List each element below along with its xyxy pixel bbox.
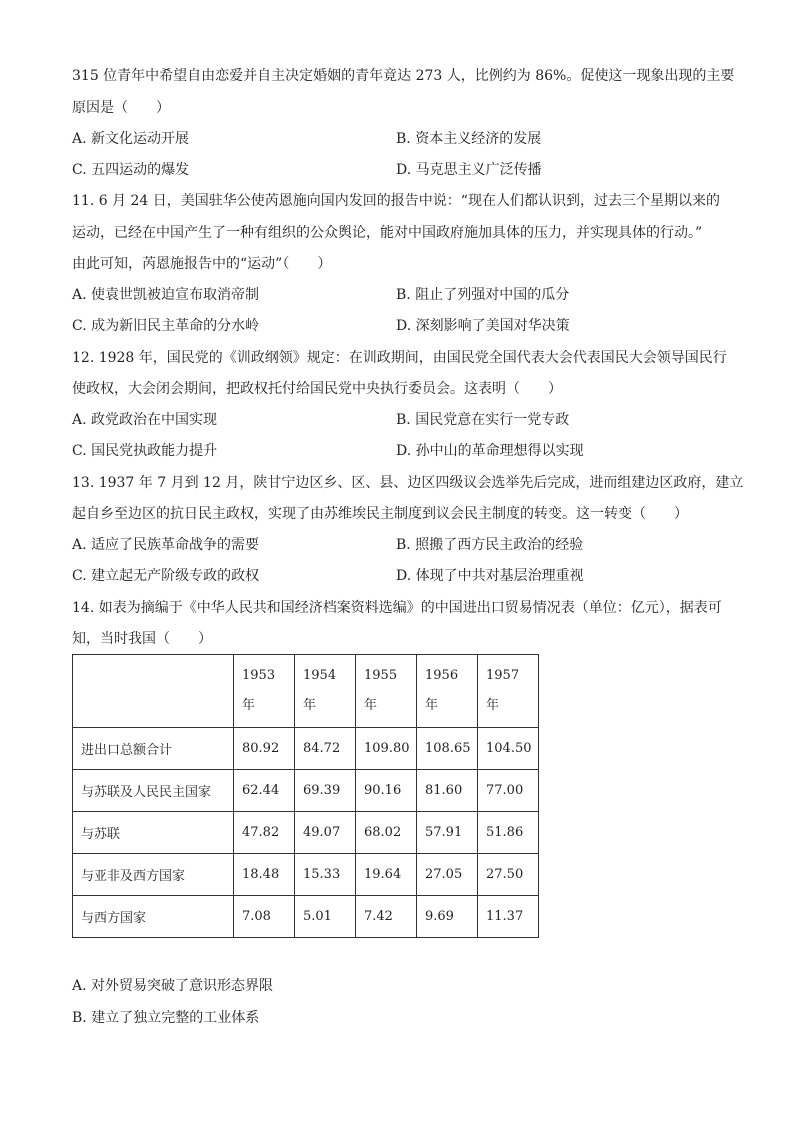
table-cell: 90.16 <box>356 770 417 812</box>
question-13-text: 起自乡至边区的抗日民主政权，实现了由苏维埃民主制度到议会民主制度的转变。这一转变（ ） <box>72 506 688 522</box>
table-cell: 108.65 <box>417 728 478 770</box>
option-b: B. 建立了独立完整的工业体系 <box>72 1010 260 1026</box>
option-c: C. 国民党执政能力提升 <box>72 443 218 459</box>
table-row <box>73 812 539 854</box>
table-cell: 62.44 <box>234 770 295 812</box>
option-a: A. 适应了民族革命战争的需要 <box>72 537 260 553</box>
table-cell: 7.08 <box>234 896 295 938</box>
table-corner-cell <box>73 655 234 728</box>
trade-table <box>72 654 539 938</box>
option-c: C. 建立起无产阶级专政的政权 <box>72 568 260 584</box>
year-header: 1954 年 <box>295 655 356 728</box>
row-label: 与苏联及人民民主国家 <box>73 770 234 812</box>
year-header: 1955 年 <box>356 655 417 728</box>
option-d: D. 深刻影响了美国对华决策 <box>396 318 570 334</box>
question-12-text: 使政权，大会闭会期间，把政权托付给国民党中央执行委员会。这表明（ ） <box>72 381 562 397</box>
table-cell: 5.01 <box>295 896 356 938</box>
option-d: D. 孙中山的革命理想得以实现 <box>396 443 584 459</box>
option-a: A. 政党政治在中国实现 <box>72 412 218 428</box>
option-c: C. 成为新旧民主革命的分水岭 <box>72 318 260 334</box>
year-header: 1956 年 <box>417 655 478 728</box>
question-11-text: 11. 6 月 24 日，美国驻华公使芮恩施向国内发回的报告中说：“现在人们都认识到，过去三个星期以来的 <box>72 193 720 209</box>
table-cell: 69.39 <box>295 770 356 812</box>
table-row <box>73 896 539 938</box>
table-cell: 27.50 <box>478 854 539 896</box>
table-cell: 51.86 <box>478 812 539 854</box>
year-header: 1953 年 <box>234 655 295 728</box>
option-b: B. 国民党意在实行一党专政 <box>396 412 570 428</box>
table-cell: 49.07 <box>295 812 356 854</box>
row-label: 与西方国家 <box>73 896 234 938</box>
option-b: B. 阻止了列强对中国的瓜分 <box>396 287 570 303</box>
table-row <box>73 854 539 896</box>
table-cell: 15.33 <box>295 854 356 896</box>
table-cell: 84.72 <box>295 728 356 770</box>
question-14-text: 知，当时我国（ ） <box>72 631 212 647</box>
table-cell: 19.64 <box>356 854 417 896</box>
table-cell: 77.00 <box>478 770 539 812</box>
table-cell: 81.60 <box>417 770 478 812</box>
row-label: 进出口总额合计 <box>73 728 234 770</box>
question-text: 315 位青年中希望自由恋爱并自主决定婚姻的青年竟达 273 人，比例约为 86%。促使这一现象出现的主要 <box>72 68 735 84</box>
table-row <box>73 728 539 770</box>
question-11-text: 由此可知，芮恩施报告中的“运动”（ ） <box>72 256 332 272</box>
question-11-text: 运动，已经在中国产生了一种有组织的公众舆论，能对中国政府施加具体的压力，并实现具体的行动。” <box>72 225 703 241</box>
table-cell: 7.42 <box>356 896 417 938</box>
option-d: D. 体现了中共对基层治理重视 <box>396 568 584 584</box>
table-cell: 18.48 <box>234 854 295 896</box>
option-c: C. 五四运动的爆发 <box>72 162 190 178</box>
row-label: 与亚非及西方国家 <box>73 854 234 896</box>
table-cell: 109.80 <box>356 728 417 770</box>
table-row <box>73 770 539 812</box>
table-cell: 47.82 <box>234 812 295 854</box>
option-a: A. 使袁世凯被迫宣布取消帝制 <box>72 287 260 303</box>
row-label: 与苏联 <box>73 812 234 854</box>
table-cell: 11.37 <box>478 896 539 938</box>
option-b: B. 资本主义经济的发展 <box>396 131 542 147</box>
option-a: A. 对外贸易突破了意识形态界限 <box>72 978 274 994</box>
table-cell: 27.05 <box>417 854 478 896</box>
table-header-row <box>73 655 539 728</box>
table-cell: 80.92 <box>234 728 295 770</box>
option-a: A. 新文化运动开展 <box>72 131 190 147</box>
year-header: 1957 年 <box>478 655 539 728</box>
table-cell: 57.91 <box>417 812 478 854</box>
question-13-text: 13. 1937 年 7 月到 12 月，陕甘宁边区乡、区、县、边区四级议会选举先后完成，进而组建边区政府，建立 <box>72 475 744 491</box>
option-d: D. 马克思主义广泛传播 <box>396 162 542 178</box>
question-14-text: 14. 如表为摘编于《中华人民共和国经济档案资料选编》的中国进出口贸易情况表（单位：亿元），据表可 <box>72 600 722 616</box>
table-cell: 68.02 <box>356 812 417 854</box>
question-12-text: 12. 1928 年，国民党的《训政纲领》规定：在训政期间，由国民党全国代表大会代表国民大会领导国民行 <box>72 350 727 366</box>
question-text: 原因是（ ） <box>72 100 170 116</box>
option-b: B. 照搬了西方民主政治的经验 <box>396 537 584 553</box>
table-cell: 104.50 <box>478 728 539 770</box>
table-cell: 9.69 <box>417 896 478 938</box>
